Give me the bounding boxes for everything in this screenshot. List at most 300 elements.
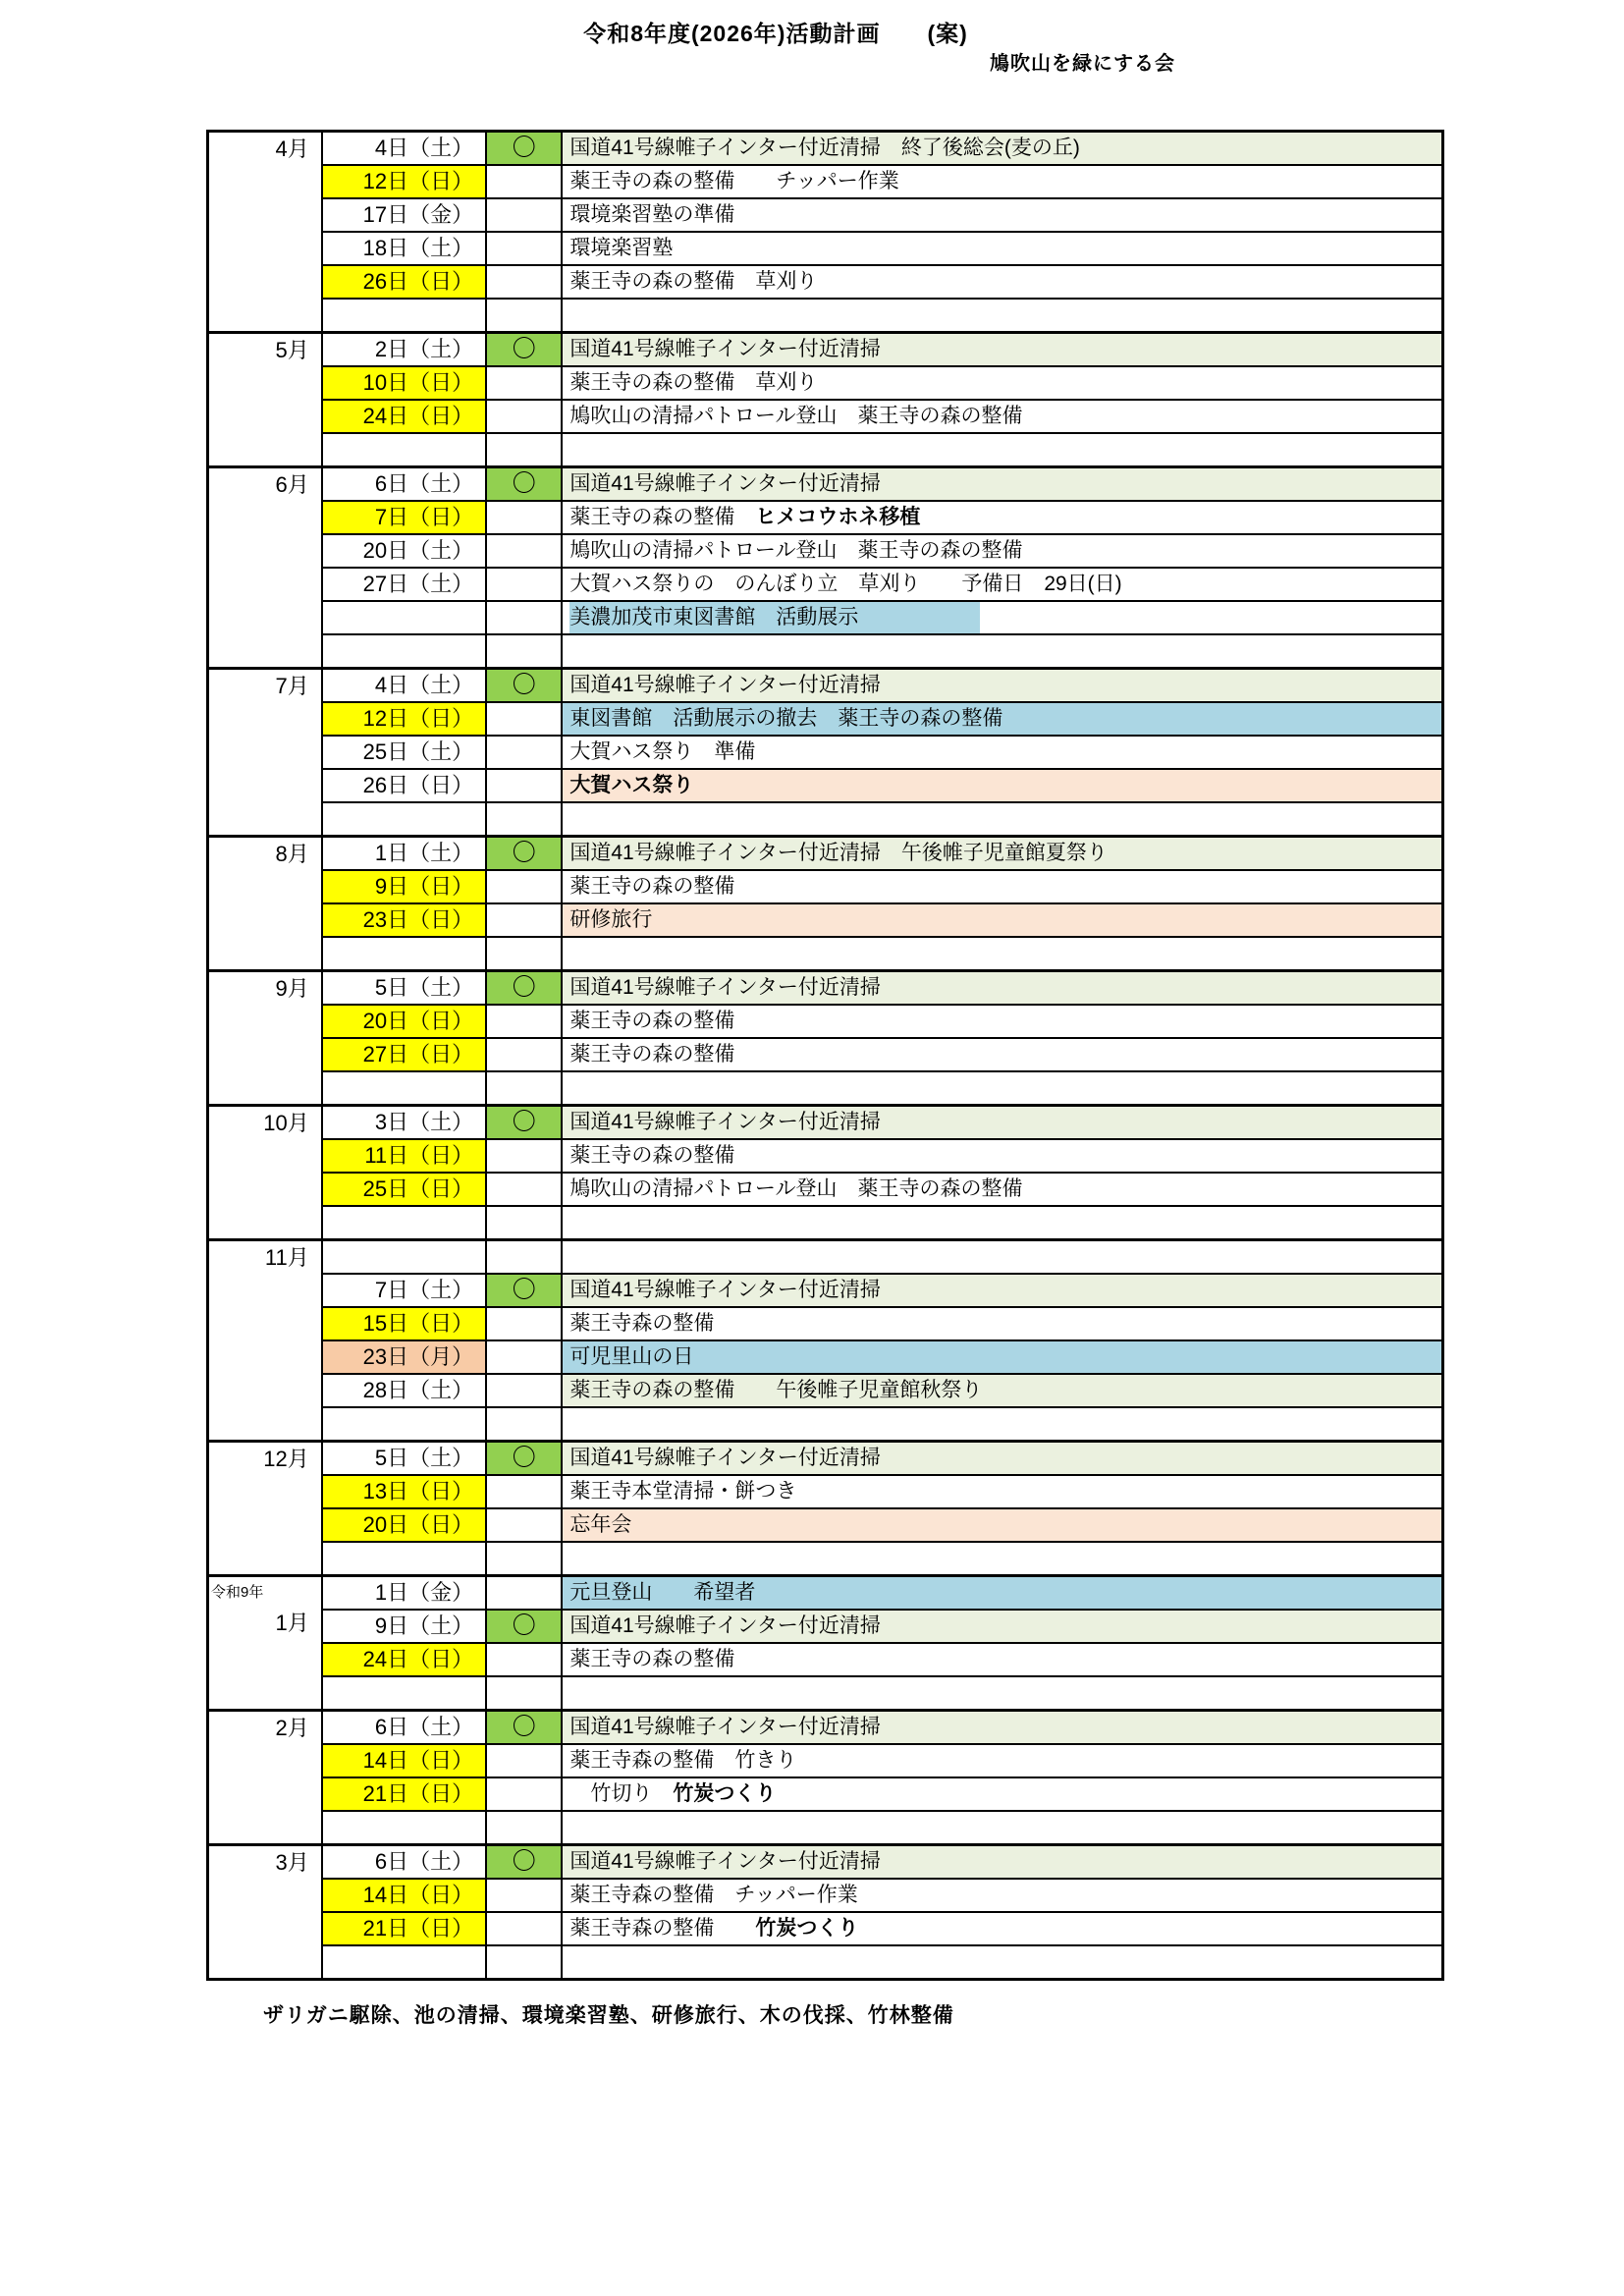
date-cell [322,1945,486,1980]
activity-cell [562,802,1442,837]
cleanup-mark-cell [486,802,562,837]
month-cell [208,1106,322,1240]
activity-text: 薬王寺森の整備 チッパー作業 [569,1884,858,1906]
cleanup-mark-cell [486,1038,562,1071]
activity-cell [562,1106,1442,1140]
activity-cell [562,870,1442,903]
month-block-10 [208,1576,1443,1711]
activity-cell [562,1139,1442,1173]
cleanup-mark-cell [486,1071,562,1106]
date-cell: 26日（日） [322,265,486,299]
activity-cell [562,534,1442,568]
month-block-1 [208,132,1443,333]
month-block-4 [208,669,1443,837]
activity-cell [562,1307,1442,1340]
month-cell [208,837,322,971]
schedule-row [208,601,1443,634]
activity-cell [562,736,1442,769]
cleanup-mark-cell [486,534,562,568]
month-label: 4月 [275,137,309,161]
schedule-row [208,265,1443,299]
schedule-row [208,870,1443,903]
date-cell [322,1240,486,1275]
schedule-row [208,1744,1443,1777]
activity-text: 薬王寺森の整備 [569,1312,715,1335]
cleanup-mark-cell [486,1139,562,1173]
activity-text: 薬王寺の森の整備 [569,1648,735,1670]
date-cell: 5日（土） [322,1442,486,1476]
cleanup-mark-cell [486,198,562,232]
activity-text: 国道41号線帷子インター付近清掃 [569,338,881,360]
activity-text: 鳩吹山の清掃パトロール登山 薬王寺の森の整備 [569,405,1023,427]
cleanup-mark-cell [486,400,562,433]
month-block-2 [208,333,1443,467]
date-cell: 6日（土） [322,467,486,502]
date-cell: 27日（土） [322,568,486,601]
schedule-row [208,1945,1443,1980]
activity-cell [562,1643,1442,1676]
page-title: 令和8年度(2026年)活動計画 (案) [583,21,968,46]
activity-text: 薬王寺森の整備 竹きり [569,1749,797,1772]
date-cell: 1日（金） [322,1576,486,1611]
date-cell: 20日（日） [322,1005,486,1038]
cleanup-mark-cell: 〇 [486,333,562,367]
schedule-row [208,937,1443,971]
date-cell: 21日（日） [322,1912,486,1945]
month-label: 9月 [275,976,309,1001]
date-cell: 17日（金） [322,198,486,232]
activity-text-bold: 竹炭つくり [755,1917,859,1940]
schedule-row [208,1274,1443,1307]
activity-cell [562,971,1442,1006]
cleanup-mark-cell [486,1945,562,1980]
date-cell: 24日（日） [322,400,486,433]
cleanup-mark-cell [486,433,562,467]
schedule-row [208,634,1443,669]
date-cell: 20日（土） [322,534,486,568]
activity-text: 竹切り [569,1782,674,1805]
activity-cell [562,1206,1442,1240]
date-cell: 25日（日） [322,1173,486,1206]
cleanup-mark-cell [486,736,562,769]
activity-text: 薬王寺の森の整備 [569,1144,735,1167]
activity-text: 薬王寺の森の整備 草刈り [569,270,818,293]
activity-cell [562,1442,1442,1476]
activity-text: 国道41号線帷子インター付近清掃 午後帷子児童館夏祭り [569,842,1108,864]
cleanup-mark-cell [486,1206,562,1240]
activity-text: 元旦登山 希望者 [569,1581,756,1604]
activity-cell [562,1711,1442,1745]
activity-cell [562,433,1442,467]
month-block-3 [208,467,1443,669]
activity-cell [562,1811,1442,1845]
date-cell [322,601,486,634]
cleanup-mark-cell [486,870,562,903]
activity-cell [562,1744,1442,1777]
activity-cell [562,1912,1442,1945]
activity-text: 薬王寺森の整備 [569,1917,756,1940]
date-cell: 18日（土） [322,232,486,265]
cleanup-mark-cell [486,1374,562,1407]
schedule-row [208,1005,1443,1038]
activity-cell [562,333,1442,367]
cleanup-mark-cell [486,299,562,333]
activity-text: 薬王寺の森の整備 [569,506,756,528]
activity-cell [562,1676,1442,1711]
cleanup-mark-cell [486,601,562,634]
month-cell [208,971,322,1106]
activity-cell [562,669,1442,703]
month-label: 2月 [275,1716,309,1740]
activity-text: 鳩吹山の清掃パトロール登山 薬王寺の森の整備 [569,539,1023,562]
activity-text: 美濃加茂市東図書館 活動展示 [569,606,859,629]
activity-text: 薬王寺の森の整備 [569,875,735,898]
activity-text-bold: 大賀ハス祭り [569,774,694,796]
schedule-row [208,736,1443,769]
activity-text: 国道41号線帷子インター付近清掃 [569,1614,881,1637]
activity-cell [562,198,1442,232]
month-cell [208,1442,322,1576]
cleanup-mark-cell: 〇 [486,132,562,166]
activity-cell [562,1374,1442,1407]
cleanup-mark-cell: 〇 [486,1442,562,1476]
activity-cell [562,467,1442,502]
schedule-row [208,1407,1443,1442]
schedule-row [208,165,1443,198]
cleanup-mark-cell [486,1744,562,1777]
month-cell [208,1576,322,1711]
date-cell: 14日（日） [322,1744,486,1777]
cleanup-mark-cell: 〇 [486,669,562,703]
activity-cell [562,1576,1442,1611]
activity-cell [562,265,1442,299]
organization-name: 鳩吹山を緑にする会 [990,53,1175,75]
month-label: 8月 [275,842,309,866]
cleanup-mark-cell: 〇 [486,971,562,1006]
cleanup-mark-cell [486,1576,562,1611]
date-cell: 7日（土） [322,1274,486,1307]
activity-cell [562,1945,1442,1980]
activity-text: 可児里山の日 [569,1345,694,1368]
date-cell: 10日（日） [322,366,486,400]
activity-cell [562,1777,1442,1811]
activity-cell [562,1005,1442,1038]
activity-text: 国道41号線帷子インター付近清掃 [569,674,881,696]
schedule-row [208,903,1443,937]
month-label: 5月 [275,338,309,362]
date-cell: 13日（日） [322,1475,486,1508]
activity-text: 忘年会 [569,1513,632,1536]
activity-cell [562,903,1442,937]
date-cell: 2日（土） [322,333,486,367]
activity-cell [562,1879,1442,1912]
date-cell [322,299,486,333]
activity-cell [562,1274,1442,1307]
activity-cell [562,769,1442,802]
date-cell [322,433,486,467]
schedule-row [208,971,1443,1006]
era-label: 令和9年 [211,1584,264,1601]
activity-cell [562,165,1442,198]
activity-text-bold: 竹炭つくり [673,1782,777,1805]
other-activities-note: ザリガニ駆除、池の清掃、環境楽習塾、研修旅行、木の伐採、竹林整備 [263,2004,954,2027]
schedule-row [208,1643,1443,1676]
schedule-row [208,1676,1443,1711]
month-cell [208,1845,322,1980]
cleanup-mark-cell [486,903,562,937]
month-block-8 [208,1240,1443,1442]
date-cell: 27日（日） [322,1038,486,1071]
schedule-row [208,1576,1443,1611]
activity-text-bold: ヒメコウホネ移植 [755,506,921,528]
month-label: 11月 [264,1245,309,1270]
cleanup-mark-cell [486,568,562,601]
activity-cell [562,702,1442,736]
date-cell: 1日（土） [322,837,486,871]
schedule-row [208,198,1443,232]
schedule-row [208,501,1443,534]
date-cell [322,1407,486,1442]
activity-cell [562,366,1442,400]
cleanup-mark-cell [486,702,562,736]
month-block-9 [208,1442,1443,1576]
activity-text: 国道41号線帷子インター付近清掃 [569,472,881,495]
schedule-row [208,1206,1443,1240]
activity-cell [562,1475,1442,1508]
date-cell: 21日（日） [322,1777,486,1811]
schedule-row [208,1845,1443,1880]
activity-cell [562,568,1442,601]
month-block-12 [208,1845,1443,1980]
activity-text: 環境楽習塾 [569,237,674,259]
month-label: 10月 [263,1111,309,1135]
activity-cell [562,1407,1442,1442]
cleanup-mark-cell [486,1475,562,1508]
activity-text: 国道41号線帷子インター付近清掃 終了後総会(麦の丘) [569,137,1080,159]
schedule-row [208,1240,1443,1275]
activity-text: 鳩吹山の清掃パトロール登山 薬王寺の森の整備 [569,1177,1023,1200]
schedule-row [208,400,1443,433]
schedule-row [208,769,1443,802]
activity-text: 薬王寺の森の整備 草刈り [569,371,818,394]
activity-text: 研修旅行 [569,908,653,931]
month-cell [208,1240,322,1442]
schedule-row [208,702,1443,736]
date-cell: 4日（土） [322,132,486,166]
date-cell: 23日（月） [322,1340,486,1374]
date-cell: 15日（日） [322,1307,486,1340]
cleanup-mark-cell: 〇 [486,1845,562,1880]
cleanup-mark-cell [486,1307,562,1340]
activity-text: 薬王寺本堂清掃・餅つき [569,1480,797,1503]
activity-text: 環境楽習塾の準備 [569,203,735,226]
activity-text: 薬王寺の森の整備 [569,1010,735,1032]
activity-text: 国道41号線帷子インター付近清掃 [569,976,881,999]
cleanup-mark-cell: 〇 [486,837,562,871]
date-cell [322,1811,486,1845]
schedule-row [208,1071,1443,1106]
month-block-5 [208,837,1443,971]
activity-cell [562,1508,1442,1542]
date-cell: 11日（日） [322,1139,486,1173]
activity-text: 国道41号線帷子インター付近清掃 [569,1850,881,1873]
cleanup-mark-cell [486,1676,562,1711]
activity-cell [562,299,1442,333]
cleanup-mark-cell [486,1340,562,1374]
cleanup-mark-cell [486,1811,562,1845]
schedule-row [208,132,1443,166]
month-cell [208,467,322,669]
date-cell: 12日（日） [322,702,486,736]
date-cell: 12日（日） [322,165,486,198]
schedule-row [208,232,1443,265]
schedule-row [208,333,1443,367]
activity-cell [562,1340,1442,1374]
schedule-row [208,1106,1443,1140]
month-label: 3月 [275,1850,309,1875]
cleanup-mark-cell [486,232,562,265]
schedule-row [208,1307,1443,1340]
activity-cell [562,501,1442,534]
date-cell [322,634,486,669]
schedule-row [208,837,1443,871]
date-cell: 14日（日） [322,1879,486,1912]
activity-cell [562,400,1442,433]
date-cell [322,1206,486,1240]
cleanup-mark-cell: 〇 [486,1711,562,1745]
cleanup-mark-cell [486,1173,562,1206]
schedule-row [208,1442,1443,1476]
activity-schedule-table [206,130,1444,1981]
activity-cell [562,1173,1442,1206]
cleanup-mark-cell [486,1643,562,1676]
month-block-6 [208,971,1443,1106]
schedule-row [208,1173,1443,1206]
cleanup-mark-cell [486,1508,562,1542]
schedule-row [208,433,1443,467]
date-cell: 26日（日） [322,769,486,802]
date-cell: 20日（日） [322,1508,486,1542]
cleanup-mark-cell [486,1912,562,1945]
schedule-row [208,1475,1443,1508]
schedule-row [208,1340,1443,1374]
schedule-row [208,1879,1443,1912]
month-block-7 [208,1106,1443,1240]
activity-cell [562,837,1442,871]
schedule-row [208,299,1443,333]
activity-text: 大賀ハス祭りの のんぼり立 草刈り 予備日 29日(日) [569,573,1122,595]
month-cell [208,132,322,333]
schedule-row [208,1508,1443,1542]
month-label: 1月 [275,1611,309,1635]
activity-cell [562,601,1442,634]
date-cell: 6日（土） [322,1845,486,1880]
cleanup-mark-cell [486,1240,562,1275]
date-cell [322,1542,486,1576]
schedule-row [208,568,1443,601]
cleanup-mark-cell [486,1407,562,1442]
cleanup-mark-cell [486,1879,562,1912]
date-cell: 3日（土） [322,1106,486,1140]
month-cell [208,1711,322,1845]
month-cell [208,333,322,467]
date-cell: 5日（土） [322,971,486,1006]
schedule-row [208,366,1443,400]
cleanup-mark-cell [486,165,562,198]
schedule-row [208,1711,1443,1745]
schedule-row [208,1542,1443,1576]
schedule-row [208,1038,1443,1071]
activity-text: 国道41号線帷子インター付近清掃 [569,1111,881,1133]
cleanup-mark-cell [486,769,562,802]
activity-cell [562,634,1442,669]
cleanup-mark-cell [486,937,562,971]
cleanup-mark-cell [486,265,562,299]
date-cell: 9日（日） [322,870,486,903]
activity-cell [562,1845,1442,1880]
activity-text: 東図書館 活動展示の撤去 薬王寺の森の整備 [569,707,1003,730]
activity-text: 薬王寺の森の整備 午後帷子児童館秋祭り [569,1379,983,1401]
cleanup-mark-cell: 〇 [486,1274,562,1307]
activity-text: 薬王寺の森の整備 [569,1043,735,1066]
schedule-row [208,669,1443,703]
activity-text: 国道41号線帷子インター付近清掃 [569,1279,881,1301]
cleanup-mark-cell [486,1542,562,1576]
schedule-row [208,1374,1443,1407]
date-cell: 6日（土） [322,1711,486,1745]
month-label: 6月 [275,472,309,497]
date-cell: 9日（土） [322,1610,486,1643]
schedule-row [208,534,1443,568]
schedule-row [208,802,1443,837]
date-cell: 28日（土） [322,1374,486,1407]
cleanup-mark-cell [486,1005,562,1038]
activity-cell [562,232,1442,265]
cleanup-mark-cell: 〇 [486,1106,562,1140]
cleanup-mark-cell [486,634,562,669]
cleanup-mark-cell: 〇 [486,467,562,502]
cleanup-mark-cell [486,501,562,534]
date-cell [322,1071,486,1106]
highlight-band [569,602,979,633]
activity-text: 国道41号線帷子インター付近清掃 [569,1447,881,1469]
activity-text: 国道41号線帷子インター付近清掃 [569,1716,881,1738]
schedule-row [208,1811,1443,1845]
month-block-11 [208,1711,1443,1845]
date-cell [322,937,486,971]
activity-cell [562,1240,1442,1275]
cleanup-mark-cell [486,1777,562,1811]
activity-text: 大賀ハス祭り 準備 [569,740,756,763]
date-cell [322,802,486,837]
activity-cell [562,1610,1442,1643]
date-cell: 24日（日） [322,1643,486,1676]
date-cell: 7日（日） [322,501,486,534]
date-cell: 23日（日） [322,903,486,937]
schedule-row [208,1139,1443,1173]
schedule-row [208,1610,1443,1643]
schedule-row [208,467,1443,502]
date-cell: 25日（土） [322,736,486,769]
date-cell: 4日（土） [322,669,486,703]
cleanup-mark-cell: 〇 [486,1610,562,1643]
date-cell [322,1676,486,1711]
month-label: 7月 [275,674,309,698]
schedule-row [208,1912,1443,1945]
cleanup-mark-cell [486,366,562,400]
schedule-row [208,1777,1443,1811]
activity-cell [562,1038,1442,1071]
